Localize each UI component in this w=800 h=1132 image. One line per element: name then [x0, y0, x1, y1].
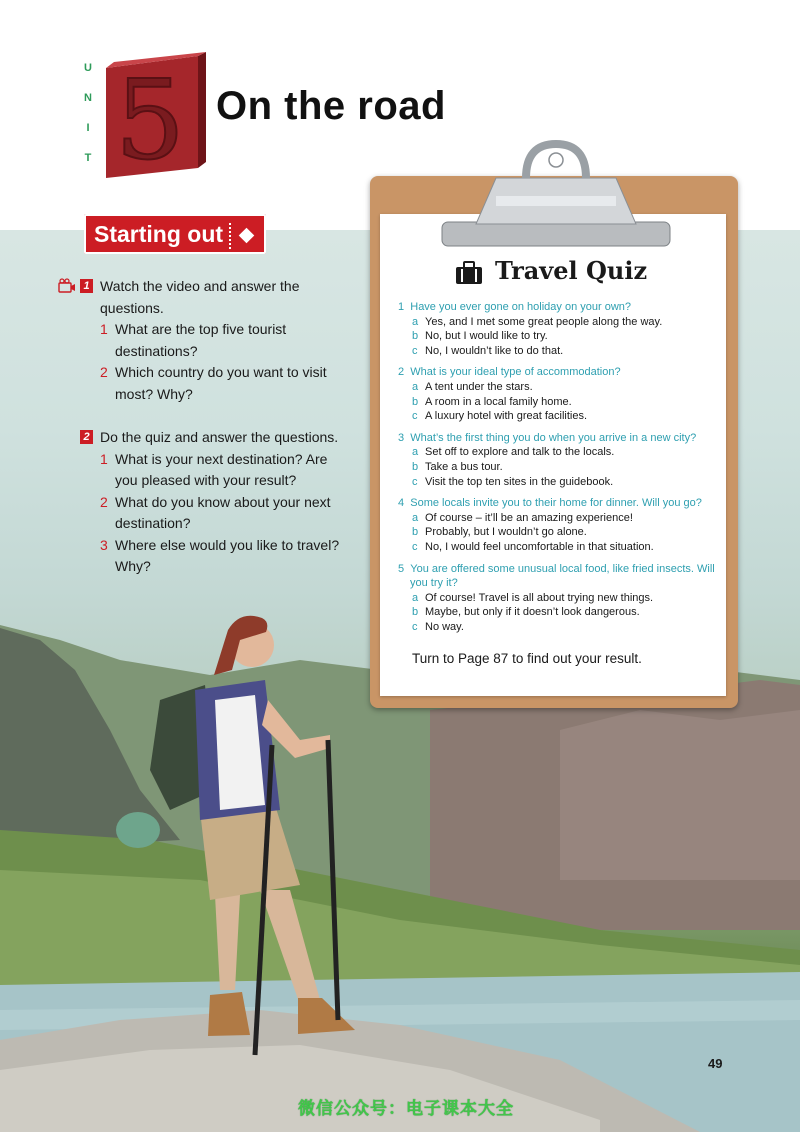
option-letter: b	[412, 330, 419, 343]
quiz-option[interactable]	[398, 591, 718, 606]
option-text: No, but I would like to try.	[425, 330, 548, 343]
unit-title: On the road	[216, 84, 446, 128]
quiz-option[interactable]	[398, 409, 718, 424]
question-text: You are offered some unusual local food, like fried insects. Will you try it?	[410, 562, 715, 590]
question-number: 2	[398, 366, 405, 379]
quiz-option[interactable]	[398, 460, 718, 475]
question-text: What’s the first thing you do when you arrive in a new city?	[410, 431, 697, 444]
question-text: What is your next destination? Are you pleased with your result?	[115, 450, 328, 488]
option-letter: b	[412, 395, 419, 408]
watermark-text: 微信公众号：电子课本大全	[298, 1099, 514, 1118]
question-number: 2	[100, 364, 108, 380]
unit-number: 5	[115, 56, 185, 180]
quiz-question-text	[398, 365, 718, 380]
quiz-option[interactable]	[398, 605, 718, 620]
page-number: 49	[708, 1056, 723, 1071]
diamond-icon	[239, 228, 255, 244]
unit-letter: I	[86, 122, 90, 134]
option-letter: c	[412, 475, 418, 488]
option-text: Of course! Travel is all about trying new things.	[425, 591, 654, 604]
option-text: Probably, but I wouldn’t go alone.	[425, 526, 587, 539]
quiz-question-text	[398, 300, 718, 315]
video-camera-icon	[58, 278, 76, 294]
question-number: 1	[398, 301, 405, 313]
question-number: 3	[100, 536, 108, 553]
option-text: Set off to explore and talk to the locals.	[425, 446, 615, 459]
exercise-instruction: Do the quiz and answer the questions.	[100, 429, 339, 445]
option-letter: a	[412, 315, 419, 328]
quiz-option[interactable]	[398, 540, 718, 555]
quiz-option[interactable]	[398, 511, 718, 526]
exercise-question-list	[60, 449, 345, 578]
quiz-questions	[398, 300, 718, 641]
quiz-question-text	[398, 562, 718, 591]
option-text: No, I wouldn’t like to do that.	[425, 344, 564, 357]
exercise-instruction: Watch the video and answer the questions.	[100, 278, 300, 316]
option-text: A luxury hotel with great facilities.	[425, 410, 588, 423]
option-letter: b	[412, 460, 419, 473]
question-text: Where else would you like to travel? Why?	[115, 536, 340, 574]
quiz-option[interactable]	[398, 395, 718, 410]
quiz-question-text	[398, 431, 718, 446]
quiz-question	[398, 300, 718, 358]
unit-letter: U	[84, 62, 92, 74]
option-letter: b	[412, 526, 419, 539]
quiz-question-text	[398, 496, 718, 511]
quiz-option[interactable]	[398, 475, 718, 490]
quiz-option[interactable]	[398, 620, 718, 635]
question-number: 1	[100, 450, 108, 467]
option-text: A tent under the stars.	[425, 380, 533, 393]
question-number: 5	[398, 562, 405, 575]
quiz-question	[398, 496, 718, 554]
option-text: Maybe, but only if it doesn’t look dangerous.	[425, 606, 640, 619]
question-text: Which country do you want to visit most? Why?	[115, 364, 327, 402]
question-text: What is your ideal type of accommodation?	[410, 366, 621, 379]
exercise-number-badge: 1	[80, 279, 93, 293]
quiz-option[interactable]	[398, 344, 718, 359]
quiz-question	[398, 365, 718, 423]
quiz-option[interactable]	[398, 445, 718, 460]
quiz-title	[455, 256, 647, 285]
exercise-2	[60, 427, 345, 578]
section-tag	[84, 214, 266, 254]
tag-divider	[229, 223, 231, 249]
quiz-option[interactable]	[398, 315, 718, 330]
section-tag-label: Starting out	[94, 221, 224, 247]
quiz-option[interactable]	[398, 525, 718, 540]
option-letter: a	[412, 591, 419, 604]
option-letter: c	[412, 540, 418, 553]
option-text: Of course – it’ll be an amazing experience!	[425, 511, 633, 524]
quiz-option[interactable]	[398, 380, 718, 395]
exercise-question	[82, 535, 345, 578]
quiz-footer-text: Turn to Page 87 to find out your result.	[412, 651, 642, 666]
option-text: Yes, and I met some great people along the way.	[425, 315, 663, 328]
question-text: Some locals invite you to their home for dinner. Will you go?	[410, 497, 702, 510]
quiz-question	[398, 562, 718, 635]
option-text: Take a bus tour.	[425, 460, 503, 473]
exercise-1	[60, 276, 345, 405]
question-number: 2	[100, 493, 108, 510]
unit-label	[82, 62, 94, 182]
option-letter: a	[412, 446, 419, 459]
option-text: A room in a local family home.	[425, 395, 572, 408]
exercise-number-badge: 2	[80, 430, 93, 444]
question-text: What are the top five tourist destinations?	[115, 321, 287, 359]
exercise-question	[82, 319, 345, 362]
quiz-option[interactable]	[398, 329, 718, 344]
suitcase-icon	[455, 261, 483, 285]
unit-letter: T	[84, 152, 92, 164]
option-text: Visit the top ten sites in the guidebook.	[425, 475, 614, 488]
option-text: No way.	[425, 620, 464, 633]
question-number: 1	[100, 321, 108, 337]
quiz-question	[398, 431, 718, 489]
question-number: 4	[398, 497, 405, 510]
option-letter: c	[412, 410, 418, 423]
option-letter: b	[412, 606, 419, 619]
exercise-question	[82, 362, 345, 405]
option-letter: a	[412, 380, 419, 393]
unit-number-cube	[98, 50, 208, 180]
question-text: Have you ever gone on holiday on your own?	[410, 301, 632, 313]
option-letter: c	[412, 344, 418, 357]
option-text: No, I would feel uncomfortable in that situation.	[425, 540, 654, 553]
exercise-question	[82, 449, 345, 492]
unit-letter: N	[84, 92, 92, 104]
option-letter: c	[412, 620, 418, 633]
question-number: 3	[398, 431, 405, 444]
question-text: What do you know about your next destination?	[115, 493, 331, 531]
exercise-question	[82, 492, 345, 535]
exercise-question-list	[60, 319, 345, 405]
option-letter: a	[412, 511, 419, 524]
quiz-title-text: Travel Quiz	[495, 256, 648, 285]
clipboard-clip-icon	[436, 138, 676, 250]
